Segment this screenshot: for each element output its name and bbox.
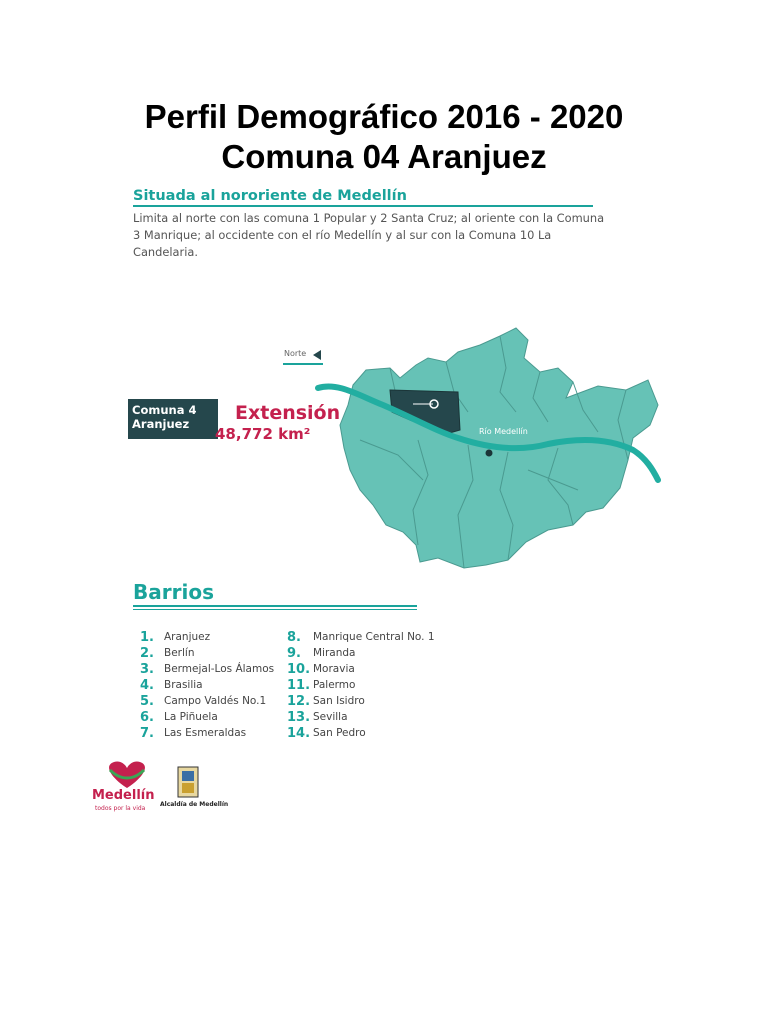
north-arrow-icon [313, 350, 321, 360]
page-title-line1: Perfil Demográfico 2016 - 2020 [144, 98, 624, 135]
list-item-name: Brasilia [164, 679, 203, 691]
comuna-label-box [128, 399, 218, 439]
page-title-line2: Comuna 04 Aranjuez [221, 138, 547, 175]
list-item [287, 645, 435, 661]
list-item-name: Palermo [313, 679, 356, 691]
location-heading: Situada al nororiente de Medellín [133, 188, 407, 204]
alcaldia-logo-text: Alcaldía de Medellín [160, 801, 229, 808]
list-item-number: 6. [140, 709, 154, 725]
list-item [140, 629, 274, 645]
list-item-number: 12. [287, 693, 311, 709]
list-item [140, 645, 274, 661]
list-item-number: 14. [287, 725, 311, 741]
north-label: Norte [284, 349, 307, 358]
list-item-number: 2. [140, 645, 154, 661]
barrios-list-column-2 [287, 629, 435, 741]
list-item-name: San Isidro [313, 695, 365, 707]
list-item [287, 725, 435, 741]
list-item-number: 10. [287, 661, 311, 677]
list-item-name: Berlín [164, 647, 195, 659]
list-item [140, 677, 274, 693]
river-label: Río Medellín [479, 427, 528, 436]
list-item-name: Campo Valdés No.1 [164, 695, 267, 707]
barrios-heading: Barrios [133, 580, 214, 604]
list-item-name: Moravia [313, 663, 355, 675]
list-item-number: 11. [287, 677, 311, 693]
medellin-logo-tagline: todos por la vida [95, 805, 146, 812]
list-item [140, 661, 274, 677]
list-item-number: 1. [140, 629, 154, 645]
list-item-name: Bermejal-Los Álamos [164, 663, 275, 675]
list-item [287, 677, 435, 693]
comuna-label-line2: Aranjuez [132, 417, 190, 431]
list-item-number: 3. [140, 661, 154, 677]
alcaldia-shield-logo-icon [176, 765, 200, 799]
list-item-name: San Pedro [313, 727, 366, 739]
list-item [287, 661, 435, 677]
list-item-number: 5. [140, 693, 154, 709]
list-item-name: Las Esmeraldas [164, 727, 247, 739]
extension-label: Extensión [235, 402, 341, 424]
location-description: Limita al norte con las comuna 1 Popular y 2 Santa Cruz; al oriente con la Comuna 3 Manrique; al occidente con el río Medellín y al sur con la Comuna 10 La Candelaria. [133, 211, 605, 259]
list-item [287, 629, 435, 645]
barrios-list-column-1 [140, 629, 274, 741]
location-heading-underline [133, 205, 593, 207]
list-item-number: 9. [287, 645, 301, 661]
list-item [140, 709, 274, 725]
list-item-name: Sevilla [313, 711, 348, 723]
barrios-underline-thin [133, 609, 417, 610]
extension-value: 48,772 km² [215, 425, 311, 443]
list-item-name: Manrique Central No. 1 [313, 631, 435, 643]
list-item-number: 4. [140, 677, 154, 693]
list-item [140, 725, 274, 741]
list-item-name: Aranjuez [164, 631, 211, 643]
list-item-number: 7. [140, 725, 154, 741]
list-item [287, 709, 435, 725]
list-item-name: La Piñuela [164, 711, 218, 723]
comuna-label-line1: Comuna 4 [132, 403, 197, 417]
list-item-number: 8. [287, 629, 301, 645]
list-item [140, 693, 274, 709]
river-marker-dot [486, 450, 493, 457]
medellin-logo-text: Medellín [92, 788, 155, 803]
list-item-name: Miranda [313, 647, 356, 659]
list-item-number: 13. [287, 709, 311, 725]
comuna-map-graphic [128, 320, 668, 580]
barrios-underline [133, 605, 417, 607]
list-item [287, 693, 435, 709]
comuna-map [128, 320, 668, 580]
